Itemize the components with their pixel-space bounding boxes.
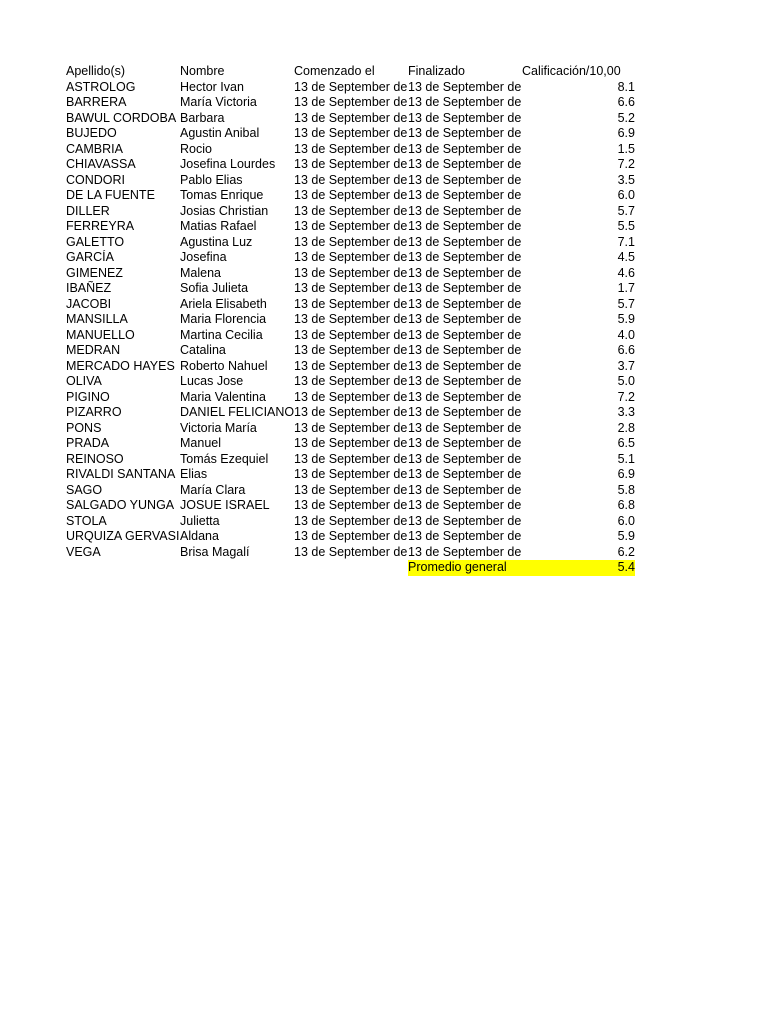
student-last-name: URQUIZA GERVASI — [66, 529, 180, 543]
student-last-name: IBAÑEZ — [66, 281, 112, 295]
table-row — [66, 374, 636, 390]
table-row — [66, 529, 636, 545]
started-date: 13 de September de — [294, 358, 408, 373]
student-first-name: Aldana — [180, 529, 219, 543]
table-row — [66, 250, 636, 266]
table-row — [66, 266, 636, 282]
table-row — [66, 514, 636, 530]
grade-value: 8.1 — [617, 79, 635, 94]
student-last-name: PIGINO — [66, 389, 110, 404]
student-last-name: MANSILLA — [66, 312, 128, 326]
finished-date: 13 de September de — [408, 482, 522, 497]
table-row — [66, 343, 636, 359]
student-last-name: VEGA — [66, 544, 101, 559]
table-row — [66, 142, 636, 158]
started-date: 13 de September de — [294, 234, 408, 249]
finished-date: 13 de September de — [408, 126, 522, 140]
student-first-name: María Victoria — [180, 95, 257, 109]
finished-date: 13 de September de — [408, 141, 522, 156]
finished-date: 13 de September de — [408, 389, 522, 404]
average-value: 5.4 — [522, 560, 635, 576]
grade-value: 4.5 — [617, 250, 635, 264]
student-last-name: CONDORI — [66, 172, 126, 187]
student-last-name: SAGO — [66, 482, 103, 497]
finished-date: 13 de September de — [408, 544, 522, 559]
started-date: 13 de September de — [294, 188, 408, 202]
student-first-name: Victoria María — [180, 420, 257, 435]
student-first-name: Roberto Nahuel — [180, 358, 268, 373]
finished-date: 13 de September de — [408, 203, 522, 218]
grade-value: 3.3 — [617, 405, 635, 419]
student-first-name: Rocio — [180, 141, 212, 156]
started-date: 13 de September de — [294, 250, 408, 264]
table-row — [66, 80, 636, 96]
grade-value: 5.8 — [617, 482, 635, 497]
started-date: 13 de September de — [294, 327, 408, 342]
grade-value: 6.8 — [617, 498, 635, 512]
started-date: 13 de September de — [294, 482, 408, 497]
table-row — [66, 312, 636, 328]
table-row — [66, 436, 636, 452]
table-row — [66, 328, 636, 344]
grade-value: 4.0 — [617, 327, 635, 342]
student-last-name: ASTROLOG — [66, 79, 136, 94]
grade-value: 1.5 — [617, 141, 635, 156]
grade-value: 5.7 — [617, 296, 635, 311]
finished-date: 13 de September de — [408, 172, 522, 187]
student-last-name: GIMENEZ — [66, 265, 123, 280]
grade-value: 5.7 — [617, 203, 635, 218]
grade-value: 6.9 — [617, 467, 635, 481]
student-last-name: DILLER — [66, 203, 110, 218]
grade-value: 6.0 — [617, 188, 635, 202]
student-last-name: MEDRAN — [66, 343, 121, 357]
grade-value: 3.7 — [617, 358, 635, 373]
started-date: 13 de September de — [294, 172, 408, 187]
student-last-name: FERREYRA — [66, 219, 135, 233]
table-row — [66, 297, 636, 313]
table-row — [66, 235, 636, 251]
started-date: 13 de September de — [294, 312, 408, 326]
table-row — [66, 111, 636, 127]
table-row — [66, 359, 636, 375]
student-last-name: DE LA FUENTE — [66, 188, 155, 202]
student-first-name: Julietta — [180, 513, 220, 528]
started-date: 13 de September de — [294, 110, 408, 125]
student-last-name: MERCADO HAYES — [66, 358, 175, 373]
header-first-name: Nombre — [180, 64, 225, 78]
finished-date: 13 de September de — [408, 250, 522, 264]
student-first-name: Barbara — [180, 110, 225, 125]
header-last-name: Apellido(s) — [66, 64, 126, 78]
finished-date: 13 de September de — [408, 327, 522, 342]
student-first-name: Tomás Ezequiel — [180, 451, 269, 466]
student-first-name: Lucas Jose — [180, 374, 244, 388]
started-date: 13 de September de — [294, 389, 408, 404]
started-date: 13 de September de — [294, 420, 408, 435]
table-row — [66, 390, 636, 406]
student-last-name: CAMBRIA — [66, 141, 123, 156]
finished-date: 13 de September de — [408, 281, 522, 295]
student-first-name: JOSUE ISRAEL — [180, 498, 270, 512]
student-last-name: JACOBI — [66, 296, 112, 311]
grade-value: 5.9 — [617, 312, 635, 326]
grade-value: 6.0 — [617, 513, 635, 528]
finished-date: 13 de September de — [408, 529, 522, 543]
student-last-name: BARRERA — [66, 95, 127, 109]
grade-value: 5.1 — [617, 451, 635, 466]
finished-date: 13 de September de — [408, 405, 522, 419]
student-last-name: PONS — [66, 420, 102, 435]
grade-value: 2.8 — [617, 420, 635, 435]
grade-value: 5.2 — [617, 110, 635, 125]
grade-value: 1.7 — [617, 281, 635, 295]
grade-value: 7.2 — [617, 389, 635, 404]
student-first-name: Matias Rafael — [180, 219, 257, 233]
table-row — [66, 157, 636, 173]
started-date: 13 de September de — [294, 79, 408, 94]
started-date: 13 de September de — [294, 95, 408, 109]
student-last-name: GARCÍA — [66, 250, 114, 264]
student-first-name: Pablo Elias — [180, 172, 243, 187]
student-last-name: OLIVA — [66, 374, 102, 388]
student-first-name: Martina Cecilia — [180, 327, 263, 342]
started-date: 13 de September de — [294, 281, 408, 295]
student-first-name: Josefina Lourdes — [180, 157, 276, 171]
table-row — [66, 204, 636, 220]
finished-date: 13 de September de — [408, 312, 522, 326]
table-row — [66, 452, 636, 468]
student-first-name: Maria Florencia — [180, 312, 267, 326]
table-row — [66, 483, 636, 499]
finished-date: 13 de September de — [408, 110, 522, 125]
header-row — [66, 64, 636, 80]
student-first-name: Manuel — [180, 436, 221, 450]
grade-value: 5.9 — [617, 529, 635, 543]
table-row — [66, 173, 636, 189]
finished-date: 13 de September de — [408, 467, 522, 481]
student-first-name: Agustin Anibal — [180, 126, 260, 140]
finished-date: 13 de September de — [408, 219, 522, 233]
student-last-name: RIVALDI SANTANA — [66, 467, 176, 481]
finished-date: 13 de September de — [408, 513, 522, 528]
finished-date: 13 de September de — [408, 296, 522, 311]
student-last-name: MANUELLO — [66, 327, 135, 342]
finished-date: 13 de September de — [408, 343, 522, 357]
table-row — [66, 95, 636, 111]
student-last-name: PIZARRO — [66, 405, 122, 419]
student-first-name: Josias Christian — [180, 203, 269, 218]
header-started: Comenzado el — [294, 64, 375, 78]
finished-date: 13 de September de — [408, 79, 522, 94]
student-first-name: Malena — [180, 265, 221, 280]
table-row — [66, 405, 636, 421]
grade-value: 5.0 — [617, 374, 635, 388]
finished-date: 13 de September de — [408, 95, 522, 109]
finished-date: 13 de September de — [408, 420, 522, 435]
student-last-name: STOLA — [66, 513, 107, 528]
grade-value: 6.6 — [617, 343, 635, 357]
finished-date: 13 de September de — [408, 451, 522, 466]
started-date: 13 de September de — [294, 141, 408, 156]
table-row — [66, 188, 636, 204]
grade-value: 4.6 — [617, 265, 635, 280]
finished-date: 13 de September de — [408, 498, 522, 512]
finished-date: 13 de September de — [408, 436, 522, 450]
student-first-name: Hector Ivan — [180, 79, 244, 94]
started-date: 13 de September de — [294, 436, 408, 450]
started-date: 13 de September de — [294, 405, 408, 419]
student-rows — [66, 80, 636, 561]
student-first-name: Tomas Enrique — [180, 188, 264, 202]
finished-date: 13 de September de — [408, 374, 522, 388]
student-first-name: Josefina — [180, 250, 227, 264]
student-last-name: CHIAVASSA — [66, 157, 136, 171]
grade-value: 6.9 — [617, 126, 635, 140]
grade-value: 7.2 — [617, 157, 635, 171]
header-finished: Finalizado — [408, 64, 465, 78]
average-label: Promedio general — [408, 560, 522, 576]
grade-value: 6.5 — [617, 436, 635, 450]
started-date: 13 de September de — [294, 126, 408, 140]
started-date: 13 de September de — [294, 343, 408, 357]
table-row — [66, 126, 636, 142]
student-first-name: Elias — [180, 467, 208, 481]
student-first-name: Brisa Magalí — [180, 544, 250, 559]
student-first-name: Ariela Elisabeth — [180, 296, 267, 311]
finished-date: 13 de September de — [408, 358, 522, 373]
table-row — [66, 498, 636, 514]
student-first-name: Maria Valentina — [180, 389, 266, 404]
table-row — [66, 219, 636, 235]
student-first-name: Catalina — [180, 343, 226, 357]
started-date: 13 de September de — [294, 157, 408, 171]
finished-date: 13 de September de — [408, 157, 522, 171]
started-date: 13 de September de — [294, 219, 408, 233]
student-first-name: DANIEL FELICIANO — [180, 405, 294, 419]
started-date: 13 de September de — [294, 374, 408, 388]
started-date: 13 de September de — [294, 513, 408, 528]
summary-row — [66, 560, 636, 576]
started-date: 13 de September de — [294, 203, 408, 218]
started-date: 13 de September de — [294, 529, 408, 543]
started-date: 13 de September de — [294, 467, 408, 481]
table-row — [66, 467, 636, 483]
table-row — [66, 421, 636, 437]
finished-date: 13 de September de — [408, 265, 522, 280]
grade-value: 5.5 — [617, 219, 635, 233]
student-first-name: Sofia Julieta — [180, 281, 249, 295]
table-row — [66, 281, 636, 297]
student-last-name: PRADA — [66, 436, 110, 450]
student-first-name: María Clara — [180, 482, 246, 497]
student-last-name: GALETTO — [66, 234, 125, 249]
started-date: 13 de September de — [294, 296, 408, 311]
student-last-name: BUJEDO — [66, 126, 117, 140]
header-grade: Calificación/10,00 — [522, 64, 621, 78]
started-date: 13 de September de — [294, 544, 408, 559]
started-date: 13 de September de — [294, 451, 408, 466]
started-date: 13 de September de — [294, 265, 408, 280]
student-last-name: REINOSO — [66, 451, 124, 466]
finished-date: 13 de September de — [408, 188, 522, 202]
grade-value: 6.2 — [617, 544, 635, 559]
grades-sheet — [66, 64, 636, 576]
student-last-name: BAWUL CORDOBA — [66, 110, 177, 125]
table-row — [66, 545, 636, 561]
grade-value: 7.1 — [617, 234, 635, 249]
grade-value: 6.6 — [617, 95, 635, 109]
student-last-name: SALGADO YUNGA — [66, 498, 175, 512]
finished-date: 13 de September de — [408, 234, 522, 249]
started-date: 13 de September de — [294, 498, 408, 512]
grade-value: 3.5 — [617, 172, 635, 187]
student-first-name: Agustina Luz — [180, 234, 253, 249]
